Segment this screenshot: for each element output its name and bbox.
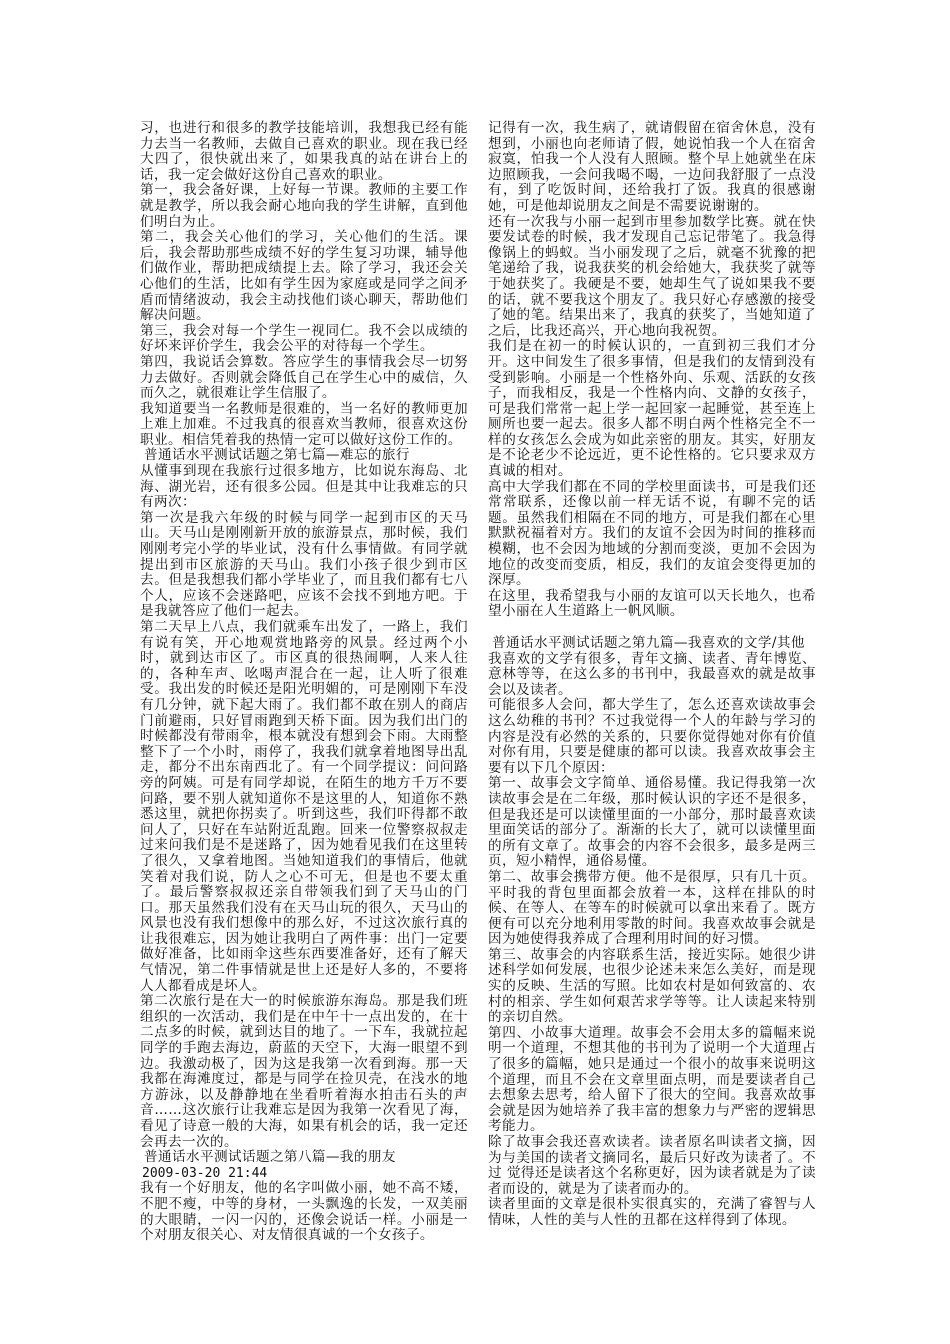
paragraph: 还有一次我与小丽一起到市里参加数学比赛。就在快要发试卷的时候，我才发现自己忘记带笔了。我急得像锅上的蚂蚁。当小丽发现了之后，就毫不犹豫的把笔递给了我，说我获奖的机会给她大，我获奖了就等于她获奖了。我硬是不要，她却生气了说如果我不要的话，就不要我这个朋友了。我只好心存感激的接受了她的笔。结果出来了，我真的获奖了，当她知道了之后，比我还高兴，开心地向我祝贺。 [488, 213, 816, 339]
paragraph: 我知道要当一名教师是很难的，当一名好的教师更加上难上加难。不过我真的很喜欢当教师，很喜欢这份职业。相信凭着我的热情一定可以做好这份工作的。 [140, 400, 468, 448]
paragraph: 可能很多人会问，都大学生了，怎么还喜欢读故事会这么幼稚的书刊？不过我觉得一个人的年龄与学习的内容是没有必然的关系的，只要你觉得她对你有价值对你有用，只要是健康的都可以读。我喜欢故事会主要有以下几个原因： [488, 697, 816, 776]
paragraph: 从懂事到现在我旅行过很多地方，比如说东海岛、北海、湖光岩，还有很多公园。但是其中让我难忘的只有两次： [140, 463, 468, 511]
left-column [140, 121, 468, 1244]
section-heading-travel: 普通话水平测试话题之第七篇—难忘的旅行 [144, 447, 410, 464]
paragraph: 我喜欢的文学有很多，青年文摘、读者、青年博览、意林等等，在这么多的书刊中，我最喜欢的就是故事会以及读者。 [488, 650, 816, 698]
paragraph: 第三，我会对每一个学生一视同仁。我不会以成绩的好坏来评价学生，我会公平的对待每一个学生。 [140, 322, 468, 355]
paragraph: 第四、小故事大道理。故事会不会用太多的篇幅来说明一个道理，不想其他的书刊为了说明一个大道理占了很多的篇幅，她只是通过一个很小的故事来说明这个道理，而且不会在文章里面点明，而是要读者自己去想象去思考，给人留下了很大的空间。我喜欢故事会就是因为她培养了我丰富的想象力与严密的逻辑思考能力。 [488, 1024, 816, 1135]
post-timestamp: 2009-03-20 21:44 [142, 1165, 268, 1181]
paragraph: 第三、故事会的内容联系生活，接近实际。她很少讲述科学如何发展，也很少论述未来怎么美好，而是现实的反映、生活的写照。比如农村是如何致富的、农村的相亲、学生如何艰苦求学等等。让人读起来特别的亲切自然。 [488, 946, 816, 1026]
paragraph: 第一、故事会文字简单、通俗易懂。我记得我第一次读故事会是在二年级，那时候认识的字还不是很多，但是我还是可以读懂里面的一小部分，那时最喜欢读里面笑话的部分了。渐渐的长大了，就可以读懂里面的所有文章了。故事会的内容不会很多，最多是两三页，短小精悍，通俗易懂。 [488, 775, 816, 870]
paragraph: 第四，我说话会算数。答应学生的事情我会尽一切努力去做好。否则就会降低自己在学生心中的威信，久而久之，就很难让学生信服了。 [140, 353, 468, 402]
right-column [488, 121, 816, 1229]
paragraph: 第一次是我六年级的时候与同学一起到市区的天马山。天马山是刚刚新开放的旅游景点，那时候，我们刚刚考完小学的毕业试，没有什么事情做。有同学就提出到市区旅游的天马山。我们小孩子很少到市区去。但是我想我们都小学毕业了，而且我们都有七八个人，应该不会迷路吧，应该不会找不到地方吧。于是我就答应了他们一起去。 [140, 509, 468, 620]
paragraph: 我们是在初一的时候认识的，一直到初三我们才分开。这中间发生了很多事情，但是我们的友情到没有受到影响。小丽是一个性格外向、乐观、活跃的女孩子，而我相反，我是一个性格内向、文静的女孩子，可是我们常常一起上学一起回家一起睡觉，甚至连上厕所也要一起去。很多人都不明白两个性格完全不一样的女孩怎么会成为如此亲密的朋友。其实，好朋友是不论老少不论远近，更不论性格的。它只要求双方真诚的相对。 [488, 338, 816, 480]
paragraph: 我有一个好朋友，他的名字叫做小丽，她不高不矮，不肥不瘦，中等的身材，一头飘逸的长发，一双美丽的大眼睛，一闪一闪的，还像会说话一样。小丽是一个对朋友很关心、对友情很真诚的一个女孩子。 [140, 1180, 468, 1244]
paragraph: 第二，我会关心他们的学习，关心他们的生活。课后，我会帮助那些成绩不好的学生复习功课，辅导他们做作业，帮助把成绩提上去。除了学习，我还会关心他们的生活，比如有学生因为家庭或是同学之间矛盾而情绪波动，我会主动找他们谈心聊天，帮助他们解决问题。 [140, 229, 468, 324]
paragraph: 习，也进行和很多的教学技能培训，我想我已经有能力去当一名教师，去做自己喜欢的职业。现在我已经大四了，很快就出来了，如果我真的站在讲台上的话，我一定会做好这份自己喜欢的职业。 [140, 120, 468, 183]
paragraph: 除了故事会我还喜欢读者。读者原名叫读者文摘，因为与美国的读者文摘同名，最后只好改为读者了。不过 觉得还是读者这个名称更好，因为读者就是为了读者而设的，就是为了读者而办的。 [488, 1134, 816, 1197]
paragraph: 在这里，我希望我与小丽的友谊可以天长地久，也希望小丽在人生道路上一帆风顺。 [488, 587, 816, 620]
paragraph: 第二次旅行是在大一的时候旅游东海岛。那是我们班组织的一次活动，我们是在中午十一点出发的，在十二点多的时候，就到达目的地了。一下车，我就拉起同学的手跑去海边，蔚蓝的天空下，大海一眼望不到边。我激动极了，因为这是我第一次看到海。那一天我都在海滩度过，都是与同学在捡贝壳，在浅水的地方游泳，以及静静地在坐看听着海水拍击石头的声音……这次旅行让我难忘是因为我第一次看见了海，看见了诗意一般的大海，如果有机会的话，我一定还会再去一次的。 [140, 993, 468, 1150]
paragraph: 记得有一次，我生病了，就请假留在宿舍休息，没有想到，小丽也向老师请了假，她说怕我一个人在宿舍寂寞，怕我一个人没有人照顾。整个早上她就坐在床边照顾我，一会问我喝不喝，一边问我舒服了一点没有，到了吃饭时间，还给我打了饭。我真的很感谢她，可是他却说朋友之间是不需要说谢谢的。 [488, 120, 816, 214]
paragraph: 第一，我会备好课，上好每一节课。教师的主要工作就是教学，所以我会耐心地向我的学生讲解，直到他们明白为止。 [140, 182, 468, 230]
paragraph: 第二天早上八点，我们就乘车出发了，一路上，我们有说有笑，开心地观赏地路旁的风景。经过两个小时，就到达市区了。市区真的很热闹啊，人来人往的，各种车声、吆喝声混合在一起，让人听了很难受。我出发的时候还是阳光明媚的，可是刚刚下车没有几分钟，就下起大雨了。我们都不敢在别人的商店门前避雨，只好冒雨跑到天桥下面。因为我们出门的时候都没有带雨伞，根本就没有想到会下雨。大雨整整下了一个小时，雨停了，我我们就拿着地图导出乱走，都分不出东南西北了。有一个同学提议：问问路旁的阿姨。可是有同学却说，在陌生的地方千万不要问路，要不别人就知道你不是这里的人，知道你不熟悉这里，就把你拐卖了。听到这些，我们吓得都不敢问人了，只好在车站附近乱跑。回来一位警察叔叔走过来问我们是不是迷路了，因为她看见我们在这里转了很久，又拿着地图。当她知道我们的事情后，他就笑着对我们说，防人之心不可无，但是也不要太重了。最后警察叔叔还亲自带领我们到了天马山的门口。那天虽然我们没有在天马山玩的很久，天马山的风景也没有我们想像中的那么好，不过这次旅行真的让我很难忘，因为她让我明白了两件事：出门一定要做好准备，比如雨伞这些东西要准备好，还有了解天气情况，第二件事情就是世上还是好人多的，不要将人人都看成是坏人。 [140, 619, 468, 994]
section-heading-friend: 普通话水平测试话题之第八篇—我的朋友 [144, 1149, 396, 1166]
paragraph: 读者里面的文章是很朴实很真实的，充满了睿智与人情味，人性的美与人性的丑都在这样得到了体现。 [488, 1196, 816, 1228]
paragraph: 第二、故事会携带方便。他不是很厚，只有几十页。平时我的背包里面都会放着一本，这样在排队的时候、在等人、在等车的时候就可以拿出来看了。既方便有可以充分地利用零散的时间。我喜欢故事会就是因为她使得我养成了合理利用时间的好习惯。 [488, 868, 816, 948]
section-gap [488, 620, 816, 636]
section-heading-literature: 普通话水平测试话题之第九篇—我喜欢的文学/其他 [492, 635, 805, 651]
paragraph: 高中大学我们都在不同的学校里面读书，可是我们还常常联系，还像以前一样无话不说，有聊不完的话题。虽然我们相隔在不同的地方，可是我们都在心里默默祝福着对方。我们的友谊不会因为时间的推移而模糊，也不会因为地域的分割而变淡，更加不会因为地位的改变而变质，相反，我们的友谊会变得更加的深厚。 [488, 478, 816, 589]
